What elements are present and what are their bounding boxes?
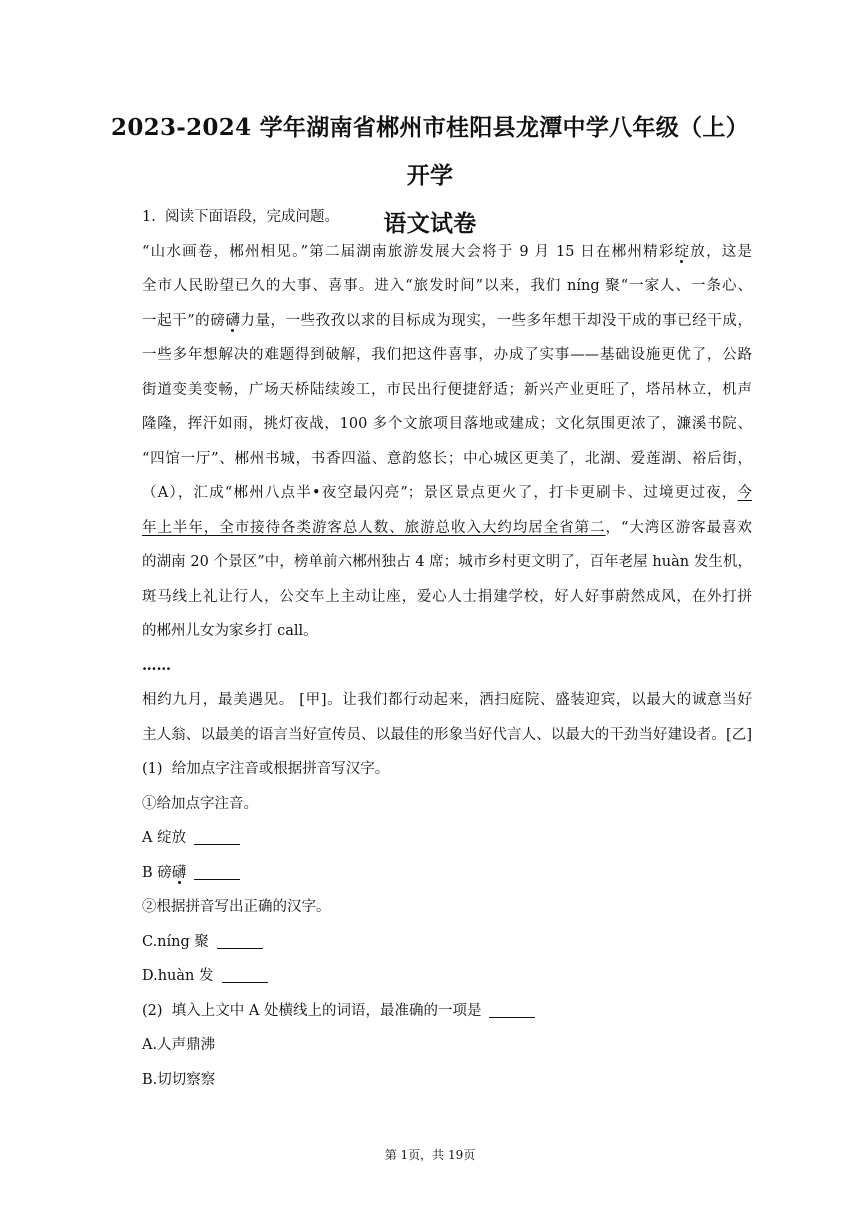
passage-line: 街道变美变畅，广场天桥陆续竣工，市民出行便捷舒适；新兴产业更旺了，塔吊林立，机声 (142, 381, 752, 398)
passage-line: “四馆一厅”、郴州书城，书香四溢、意韵悠长；中心城区更美了，北湖、爱莲湖、裕后街， (142, 450, 752, 467)
question-body (142, 200, 752, 1097)
item-c-text: C.níng 聚 (142, 933, 209, 950)
passage-text: 力量，一些孜孜以求的目标成为现实，一些多年想干却没干成的事已经干成， (239, 312, 753, 329)
item-d (142, 959, 752, 994)
answer-blank[interactable] (217, 933, 263, 949)
passage-text: （A），汇成“郴州八点半•夜空最闪亮”；景区景点更火了，打卡更刷卡、过境更过夜， (142, 485, 738, 501)
passage-text: 放，这是 (689, 243, 753, 260)
subquestion-2-label: (2) 填入上文中 A 处横线上的词语，最准确的一项是 (142, 1002, 482, 1019)
passage-line: 一些多年想解决的难题得到破解，我们把这件喜事，办成了实事——基础设施更优了，公路 (142, 347, 752, 363)
item-a (142, 821, 752, 856)
passage-line (142, 304, 752, 339)
passage-line: 全市人民盼望已久的大事、喜事。进入“旅发时间”以来，我们 níng 聚“一家人、一条心、 (142, 278, 752, 294)
subquestion-2 (142, 994, 752, 1029)
answer-blank[interactable] (489, 1002, 535, 1018)
item-a-text: A 绽 (142, 830, 172, 846)
option-a[interactable]: A.人声鼎沸 (142, 1037, 216, 1053)
passage-line (142, 476, 752, 511)
answer-blank[interactable] (194, 830, 240, 846)
passage-text: 一起干”的磅 (142, 312, 226, 329)
subquestion-1-part1: ①给加点字注音。 (142, 795, 258, 812)
question-1-intro: 1. 阅读下面语段，完成问题。 (142, 209, 340, 225)
item-c (142, 925, 752, 960)
dotted-char: 绽 (675, 235, 690, 270)
underlined-sentence: 今 (737, 485, 752, 501)
dotted-char: 礴 (172, 856, 187, 891)
item-b-text: B 磅 (142, 864, 172, 881)
passage-line (142, 511, 752, 546)
passage-text: ，“大湾区游客最喜欢 (605, 519, 752, 536)
passage-line: 隆隆，挥汗如雨，挑灯夜战，100 多个文旅项目落地或建成；文化氛围更浓了，濂溪书院、 (142, 416, 752, 432)
subquestion-1-label: (1) 给加点字注音或根据拼音写汉字。 (142, 761, 390, 777)
item-b (142, 856, 752, 891)
subquestion-1-part2: ②根据拼音写出正确的汉字。 (142, 899, 331, 915)
passage-text: “山水画卷，郴州相见。”第二届湖南旅游发展大会将于 9 月 15 日在郴州精彩 (142, 243, 675, 260)
passage-line: 相约九月，最美遇见。 [甲]。让我们都行动起来，洒扫庭院、盛装迎宾，以最大的诚意当好 (142, 692, 752, 708)
answer-blank[interactable] (194, 864, 240, 880)
title-line-2: 语文试卷 (383, 210, 477, 237)
passage-line: 的郴州儿女为家乡打 call。 (142, 623, 318, 639)
passage-line (142, 235, 752, 270)
item-a-text-suffix: 放 (171, 830, 187, 846)
passage-line: 主人翁、以最美的语言当好宣传员、以最佳的形象当好代言人、以最大的干劲当好建设者。[乙] (142, 726, 752, 743)
dotted-char: 礴 (225, 304, 240, 339)
underlined-sentence: 年上半年，全市接待各类游客总人数、旅游总收入大约均居全省第二 (142, 519, 606, 536)
passage-line: 的湖南 20 个景区”中，榜单前六郴州独占 4 席；城市乡村更文明了，百年老屋 huàn 发生机， (142, 554, 752, 570)
answer-blank[interactable] (222, 968, 268, 984)
page-footer: 第 1页，共 19页 (384, 1148, 476, 1162)
ellipsis: …… (142, 656, 171, 674)
title-line-1: 2023-2024 学年湖南省郴州市桂阳县龙潭中学八年级（上）开学 (111, 114, 749, 189)
item-d-text: D.huàn 发 (142, 968, 214, 984)
passage-line: 斑马线上礼让行人，公交车上主动让座，爱心人士捐建学校，好人好事蔚然成风，在外打拼 (142, 588, 752, 605)
option-b[interactable]: B.切切察察 (142, 1071, 216, 1088)
